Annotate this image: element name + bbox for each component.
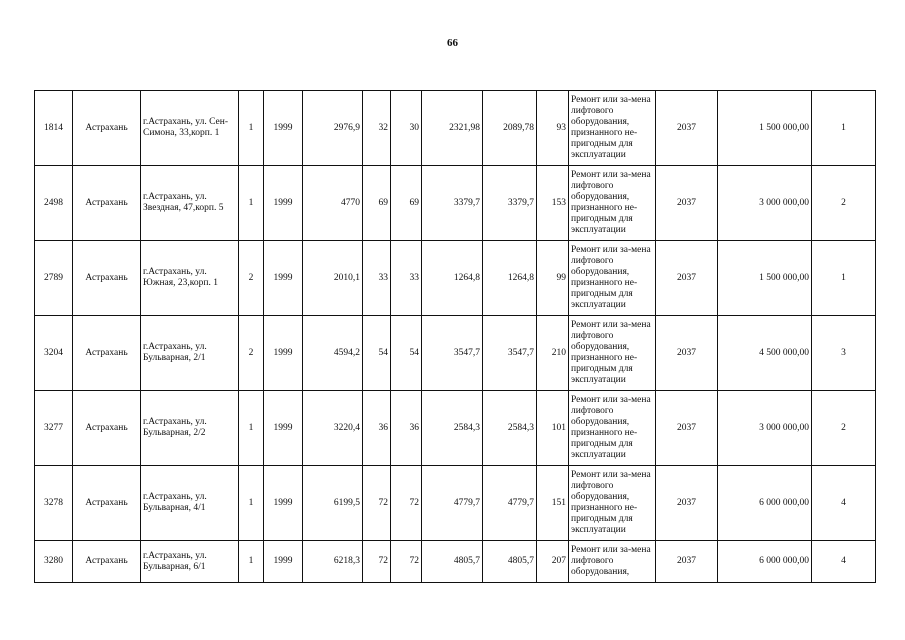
residential-area-2-cell: 4805,7: [483, 541, 537, 583]
row-id-cell: 1814: [35, 91, 73, 166]
table-row: [35, 91, 876, 166]
address-cell: г.Астрахань, ул. Южная, 23,корп. 1: [141, 241, 239, 316]
total-area-cell: 6218,3: [303, 541, 363, 583]
cost-cell: 1 500 000,00: [718, 91, 812, 166]
total-area-cell: 4594,2: [303, 316, 363, 391]
total-area-cell: 3220,4: [303, 391, 363, 466]
residential-area-cell: 4779,7: [422, 466, 483, 541]
apartments-cell: 72: [363, 466, 391, 541]
residential-area-cell: 4805,7: [422, 541, 483, 583]
total-area-cell: 6199,5: [303, 466, 363, 541]
row-id-cell: 3280: [35, 541, 73, 583]
total-area-cell: 2010,1: [303, 241, 363, 316]
residential-area-cell: 3379,7: [422, 166, 483, 241]
apartments-2-cell: 36: [391, 391, 422, 466]
residents-cell: 101: [537, 391, 569, 466]
plan-year-cell: 2037: [656, 166, 718, 241]
address-cell: г.Астрахань, ул. Звездная, 47,корп. 5: [141, 166, 239, 241]
residents-cell: 153: [537, 166, 569, 241]
address-cell: г.Астрахань, ул. Сен-Симона, 33,корп. 1: [141, 91, 239, 166]
year-cell: 1999: [264, 391, 303, 466]
apartments-2-cell: 33: [391, 241, 422, 316]
lift-count-cell: 2: [812, 391, 876, 466]
apartments-cell: 72: [363, 541, 391, 583]
table-row: [35, 466, 876, 541]
apartments-2-cell: 69: [391, 166, 422, 241]
city-cell: Астрахань: [73, 541, 141, 583]
elevator-count-cell: 1: [239, 541, 264, 583]
lift-count-cell: 1: [812, 241, 876, 316]
work-type-cell: Ремонт или за-мена лифтового оборудования, признанного не-пригодным для эксплуатации: [569, 241, 656, 316]
cost-cell: 6 000 000,00: [718, 541, 812, 583]
work-type-cell: Ремонт или за-мена лифтового оборудования, признанного не-пригодным для эксплуатации: [569, 316, 656, 391]
plan-year-cell: 2037: [656, 91, 718, 166]
plan-year-cell: 2037: [656, 316, 718, 391]
city-cell: Астрахань: [73, 241, 141, 316]
row-id-cell: 3204: [35, 316, 73, 391]
residential-area-2-cell: 4779,7: [483, 466, 537, 541]
year-cell: 1999: [264, 466, 303, 541]
residential-area-2-cell: 2089,78: [483, 91, 537, 166]
apartments-2-cell: 30: [391, 91, 422, 166]
work-type-cell: Ремонт или за-мена лифтового оборудования, признанного не-пригодным для эксплуатации: [569, 466, 656, 541]
row-id-cell: 3278: [35, 466, 73, 541]
residential-area-cell: 1264,8: [422, 241, 483, 316]
lift-count-cell: 1: [812, 91, 876, 166]
residents-cell: 210: [537, 316, 569, 391]
page-number: 66: [447, 37, 458, 49]
table-row: [35, 316, 876, 391]
residents-cell: 99: [537, 241, 569, 316]
lift-count-cell: 3: [812, 316, 876, 391]
elevator-count-cell: 1: [239, 91, 264, 166]
residential-area-cell: 2321,98: [422, 91, 483, 166]
residents-cell: 93: [537, 91, 569, 166]
cost-cell: 3 000 000,00: [718, 391, 812, 466]
elevator-count-cell: 1: [239, 166, 264, 241]
table-row: [35, 391, 876, 466]
elevator-count-cell: 1: [239, 391, 264, 466]
apartments-cell: 33: [363, 241, 391, 316]
total-area-cell: 4770: [303, 166, 363, 241]
residential-area-cell: 2584,3: [422, 391, 483, 466]
residential-area-2-cell: 2584,3: [483, 391, 537, 466]
plan-year-cell: 2037: [656, 391, 718, 466]
address-cell: г.Астрахань, ул. Бульварная, 2/1: [141, 316, 239, 391]
city-cell: Астрахань: [73, 166, 141, 241]
apartments-cell: 69: [363, 166, 391, 241]
work-type-cell: Ремонт или за-мена лифтового оборудования, признанного не-пригодным для эксплуатации: [569, 166, 656, 241]
elevator-count-cell: 1: [239, 466, 264, 541]
work-type-cell: Ремонт или за-мена лифтового оборудования,: [569, 541, 656, 583]
year-cell: 1999: [264, 241, 303, 316]
row-id-cell: 3277: [35, 391, 73, 466]
lift-count-cell: 2: [812, 166, 876, 241]
apartments-2-cell: 72: [391, 466, 422, 541]
plan-year-cell: 2037: [656, 541, 718, 583]
plan-year-cell: 2037: [656, 241, 718, 316]
elevator-count-cell: 2: [239, 316, 264, 391]
apartments-2-cell: 72: [391, 541, 422, 583]
work-type-cell: Ремонт или за-мена лифтового оборудования, признанного не-пригодным для эксплуатации: [569, 391, 656, 466]
plan-year-cell: 2037: [656, 466, 718, 541]
city-cell: Астрахань: [73, 466, 141, 541]
residential-area-2-cell: 3379,7: [483, 166, 537, 241]
apartments-2-cell: 54: [391, 316, 422, 391]
elevator-count-cell: 2: [239, 241, 264, 316]
year-cell: 1999: [264, 166, 303, 241]
table-row: [35, 241, 876, 316]
address-cell: г.Астрахань, ул. Бульварная, 4/1: [141, 466, 239, 541]
city-cell: Астрахань: [73, 391, 141, 466]
residents-cell: 151: [537, 466, 569, 541]
apartments-cell: 36: [363, 391, 391, 466]
cost-cell: 6 000 000,00: [718, 466, 812, 541]
city-cell: Астрахань: [73, 91, 141, 166]
table-row: [35, 541, 876, 583]
city-cell: Астрахань: [73, 316, 141, 391]
residential-area-cell: 3547,7: [422, 316, 483, 391]
building-register-table: [34, 90, 876, 583]
work-type-cell: Ремонт или за-мена лифтового оборудования, признанного не-пригодным для эксплуатации: [569, 91, 656, 166]
cost-cell: 1 500 000,00: [718, 241, 812, 316]
year-cell: 1999: [264, 91, 303, 166]
row-id-cell: 2498: [35, 166, 73, 241]
apartments-cell: 32: [363, 91, 391, 166]
table-row: [35, 166, 876, 241]
residential-area-2-cell: 3547,7: [483, 316, 537, 391]
total-area-cell: 2976,9: [303, 91, 363, 166]
lift-count-cell: 4: [812, 541, 876, 583]
year-cell: 1999: [264, 541, 303, 583]
cost-cell: 4 500 000,00: [718, 316, 812, 391]
cost-cell: 3 000 000,00: [718, 166, 812, 241]
residential-area-2-cell: 1264,8: [483, 241, 537, 316]
row-id-cell: 2789: [35, 241, 73, 316]
residents-cell: 207: [537, 541, 569, 583]
address-cell: г.Астрахань, ул. Бульварная, 6/1: [141, 541, 239, 583]
year-cell: 1999: [264, 316, 303, 391]
lift-count-cell: 4: [812, 466, 876, 541]
apartments-cell: 54: [363, 316, 391, 391]
address-cell: г.Астрахань, ул. Бульварная, 2/2: [141, 391, 239, 466]
